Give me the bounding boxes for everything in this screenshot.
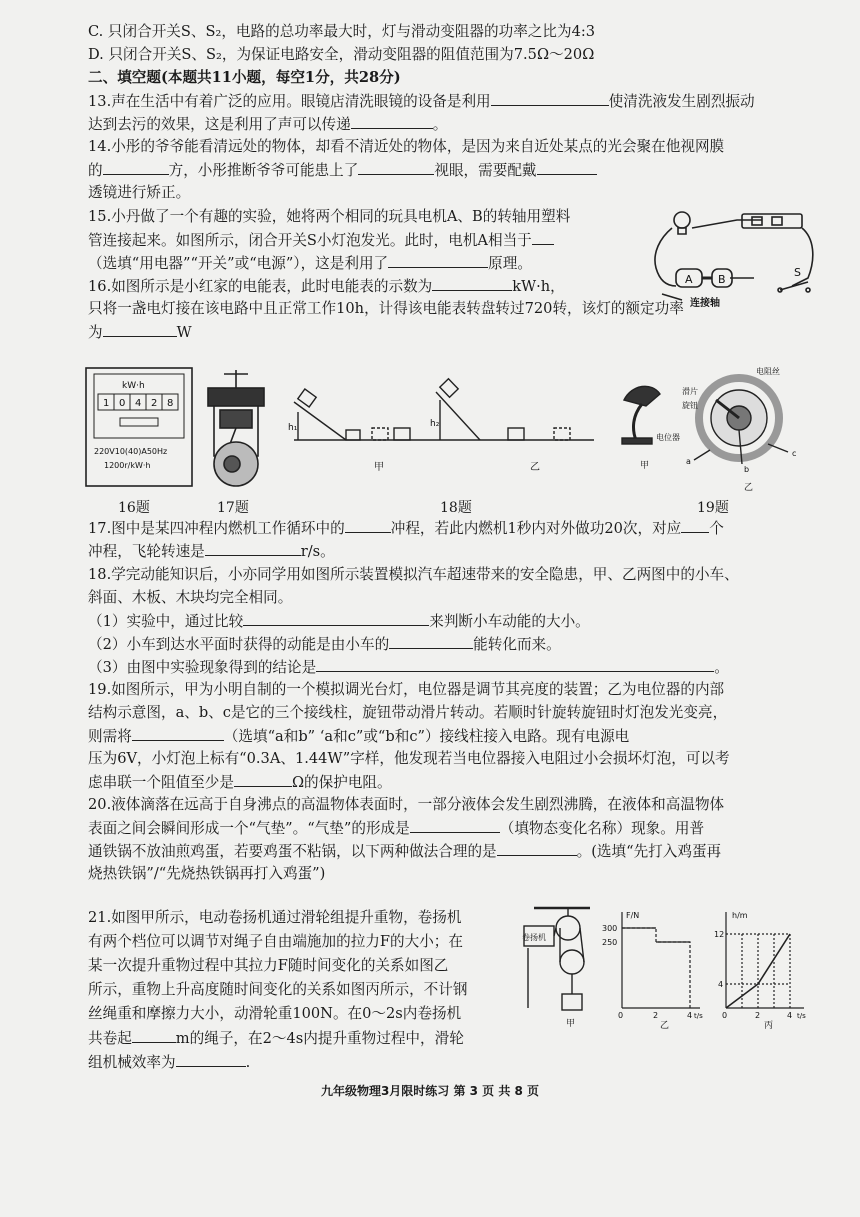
caption-16: 16题 bbox=[118, 500, 150, 516]
yi-label: 乙 bbox=[530, 462, 540, 473]
blank[interactable] bbox=[316, 657, 714, 672]
q18-line4: （2）小车到达水平面时获得的动能是由小车的 能转化而来。 bbox=[88, 636, 561, 653]
q14-line2: 的 方，小彤推断爷爷可能患上了 视眼，需要配戴 bbox=[88, 160, 597, 181]
t2-tick: 2 bbox=[755, 1011, 761, 1020]
blank[interactable] bbox=[345, 518, 391, 533]
q21-line1: 21.如图甲所示，电动卷扬机通过滑轮组提升重物，卷扬机 bbox=[88, 909, 462, 926]
height-time-graph bbox=[726, 912, 804, 1008]
option-d: D. 只闭合开关S、S₂，为保证电路安全，滑动变阻器的阻值范围为7.5Ω～20Ω bbox=[88, 46, 595, 63]
lamp-figure bbox=[622, 386, 660, 444]
terminal-b: b bbox=[744, 465, 750, 474]
t4-tick: 4 bbox=[787, 1011, 793, 1020]
jia-label: 甲 bbox=[640, 461, 650, 471]
h4-tick: 4 bbox=[718, 980, 724, 989]
shaft-label: 连接轴 bbox=[690, 298, 720, 309]
q19-line1: 19.如图所示，甲为小明自制的一个模拟调光台灯，电位器是调节其亮度的装置；乙为电位器的内部 bbox=[88, 681, 725, 698]
blank[interactable] bbox=[176, 1052, 246, 1067]
blank[interactable] bbox=[410, 818, 500, 833]
meter-unit: kW·h bbox=[122, 381, 145, 391]
engine-figure bbox=[208, 370, 264, 486]
hm-axis-label: h/m bbox=[732, 911, 748, 920]
ts-axis-label: t/s bbox=[797, 1012, 806, 1020]
q20-line2: 表面之间会瞬间形成一个“气垫”。“气垫”的形成是 （填物态变化名称）现象。用普 bbox=[88, 820, 705, 837]
electric-meter-figure bbox=[86, 368, 192, 486]
terminal-c: c bbox=[792, 449, 797, 458]
q19-line4: 压为6V，小灯泡上标有“0.3A、1.44W”字样，他发现若当电位器接入电阻过小会损坏灯泡，可以考 bbox=[88, 750, 730, 767]
q16-line2: 只将一盏电灯接在该电路中且正常工作10h，计得该电能表转盘转过720转，该灯的额定功率 bbox=[88, 300, 684, 317]
q19-line5: 虑串联一个阻值至少是 Ω的保护电阻。 bbox=[88, 774, 392, 791]
height-label: h₁ bbox=[288, 423, 298, 433]
motor-b-label: B bbox=[718, 273, 726, 286]
section-heading: 二、填空题(本题共11小题，每空1分，共28分) bbox=[88, 69, 401, 86]
pulley-system bbox=[524, 908, 590, 1010]
q21-line4: 所示，重物上升高度随时间变化的关系如图丙所示，不计钢 bbox=[88, 981, 468, 998]
q21-line3: 某一次提升重物过程中其拉力F随时间变化的关系如图乙 bbox=[88, 957, 449, 974]
q17-line1: 17.图中是某四冲程内燃机工作循环中的 冲程，若此内燃机1秒内对外做功20次，对应 个 bbox=[88, 520, 724, 537]
caption-19: 19题 bbox=[697, 500, 729, 516]
height-label: h₂ bbox=[430, 419, 440, 429]
q21-line7: 组机械效率为 . bbox=[88, 1054, 251, 1071]
meter-digit: 2 bbox=[151, 398, 158, 409]
f250-tick: 250 bbox=[602, 938, 618, 947]
blank[interactable] bbox=[681, 518, 709, 533]
motor-a-label: A bbox=[685, 273, 693, 286]
q18-line2: 斜面、木板、木块均完全相同。 bbox=[88, 589, 293, 606]
q15-line2: 管连接起来。如图所示，闭合开关S小灯泡发光。此时，电机A相当于 bbox=[88, 230, 554, 251]
meter-rating: 220V10(40)A50Hz bbox=[94, 447, 168, 456]
f300-tick: 300 bbox=[602, 924, 618, 933]
blank[interactable] bbox=[103, 322, 177, 337]
blank[interactable] bbox=[388, 253, 488, 268]
blank[interactable] bbox=[243, 611, 429, 626]
meter-digit: 8 bbox=[167, 398, 174, 409]
t0-tick: 0 bbox=[618, 1011, 624, 1020]
switch-label: S bbox=[794, 266, 801, 279]
q13-line2: 达到去污的效果，这是利用了声可以传递 。 bbox=[88, 116, 448, 133]
t4-tick: 4 bbox=[687, 1011, 693, 1020]
q17-line2: 冲程，飞轮转速是 r/s。 bbox=[88, 543, 335, 560]
t0-tick: 0 bbox=[722, 1011, 728, 1020]
blank[interactable] bbox=[389, 634, 473, 649]
page-footer: 九年级物理3月限时练习 第 3 页 共 8 页 bbox=[320, 1084, 540, 1098]
meter-digit: 1 bbox=[103, 398, 110, 409]
yi-label: 乙 bbox=[744, 483, 754, 493]
q15-line3: （选填“用电器”“开关”或“电源”），这是利用了 原理。 bbox=[88, 255, 532, 272]
terminal-a: a bbox=[686, 457, 691, 466]
caption-18: 18题 bbox=[440, 500, 472, 516]
t2-tick: 2 bbox=[653, 1011, 659, 1020]
winch-label: 卷扬机 bbox=[522, 933, 546, 942]
ramp-figure-jia bbox=[294, 389, 436, 440]
pulley-graphs-figure bbox=[514, 898, 814, 1030]
motor-circuit-figure bbox=[642, 198, 822, 310]
h12-tick: 12 bbox=[714, 930, 725, 939]
blank[interactable] bbox=[351, 114, 433, 129]
slider-label: 滑片 bbox=[682, 387, 698, 396]
meter-digit: 4 bbox=[135, 398, 142, 409]
bing-label: 丙 bbox=[764, 1021, 774, 1030]
potentiometer-label: 电位器 bbox=[656, 433, 680, 442]
q20-line1: 20.液体滴落在远高于自身沸点的高温物体表面时，一部分液体会发生剧烈沸腾，在液体和高温物体 bbox=[88, 796, 725, 813]
option-c: C. 只闭合开关S、S₂，电路的总功率最大时，灯与滑动变阻器的功率之比为4:3 bbox=[88, 23, 596, 40]
figures-row bbox=[84, 360, 824, 500]
blank[interactable] bbox=[497, 841, 577, 856]
blank[interactable] bbox=[532, 230, 554, 245]
q21-line2: 有两个档位可以调节对绳子自由端施加的拉力F的大小；在 bbox=[88, 933, 463, 950]
q20-line3: 通铁锅不放油煎鸡蛋，若要鸡蛋不粘锅，以下两种做法合理的是 。(选填“先打入鸡蛋再 bbox=[88, 843, 722, 860]
blank[interactable] bbox=[358, 160, 434, 175]
meter-digit: 0 bbox=[119, 398, 126, 409]
knob-label: 旋钮 bbox=[682, 401, 698, 410]
ts-axis-label: t/s bbox=[694, 1012, 703, 1020]
q18-line5: （3）由图中实验现象得到的结论是 。 bbox=[88, 659, 729, 676]
blank[interactable] bbox=[103, 160, 169, 175]
q19-line2: 结构示意图，a、b、c是它的三个接线柱，旋钮带动滑片转动。若顺时针旋转旋钮时灯泡发光变亮， bbox=[88, 704, 728, 721]
blank[interactable] bbox=[132, 1028, 176, 1043]
q18-line1: 18.学完动能知识后，小亦同学用如图所示装置模拟汽车超速带来的安全隐患，甲、乙两图中的小车、 bbox=[88, 566, 739, 583]
q16-line3: 为 W bbox=[88, 324, 192, 341]
jia-label: 甲 bbox=[566, 1019, 576, 1029]
q21-line6: 共卷起 m的绳子，在2～4s内提升重物过程中，滑轮 bbox=[88, 1030, 464, 1047]
q20-line4: 烧热铁锅”/“先烧热铁锅再打入鸡蛋”) bbox=[88, 865, 326, 882]
q13-line1: 13.声在生活中有着广泛的应用。眼镜店清洗眼镜的设备是利用 使清洗液发生剧烈振动 bbox=[88, 93, 755, 110]
jia-label: 甲 bbox=[374, 462, 384, 473]
yi-label: 乙 bbox=[660, 1021, 670, 1030]
fn-axis-label: F/N bbox=[626, 911, 640, 920]
resistor-wire-label: 电阻丝 bbox=[756, 367, 780, 376]
q19-line3: 则需将 （选填“a和b” ‘a和c”或“b和c”）接线柱接入电路。现有电源电 bbox=[88, 728, 630, 745]
q18-line3: （1）实验中，通过比较 来判断小车动能的大小。 bbox=[88, 613, 590, 630]
blank[interactable] bbox=[205, 541, 301, 556]
blank[interactable] bbox=[537, 160, 597, 175]
q15-line1: 15.小丹做了一个有趣的实验，她将两个相同的玩具电机A、B的转轴用塑料 bbox=[88, 208, 571, 225]
ramp-figure-yi bbox=[436, 379, 594, 440]
q14-line3: 透镜进行矫正。 bbox=[88, 184, 191, 201]
potentiometer-structure-figure bbox=[694, 378, 788, 464]
blank[interactable] bbox=[132, 726, 224, 741]
blank[interactable] bbox=[491, 91, 609, 106]
blank[interactable] bbox=[432, 276, 512, 291]
blank[interactable] bbox=[234, 772, 292, 787]
q21-line5: 丝绳重和摩擦力大小，动滑轮重100N。在0～2s内卷扬机 bbox=[88, 1005, 462, 1022]
caption-17: 17题 bbox=[217, 500, 249, 516]
q14-line1: 14.小彤的爷爷能看清远处的物体，却看不清近处的物体，是因为来自近处某点的光会聚在他视网膜 bbox=[88, 138, 725, 155]
q16-line1: 16.如图所示是小红家的电能表，此时电能表的示数为 kW·h， bbox=[88, 278, 565, 295]
force-time-graph bbox=[622, 912, 700, 1008]
meter-rev: 1200r/kW·h bbox=[104, 461, 151, 470]
